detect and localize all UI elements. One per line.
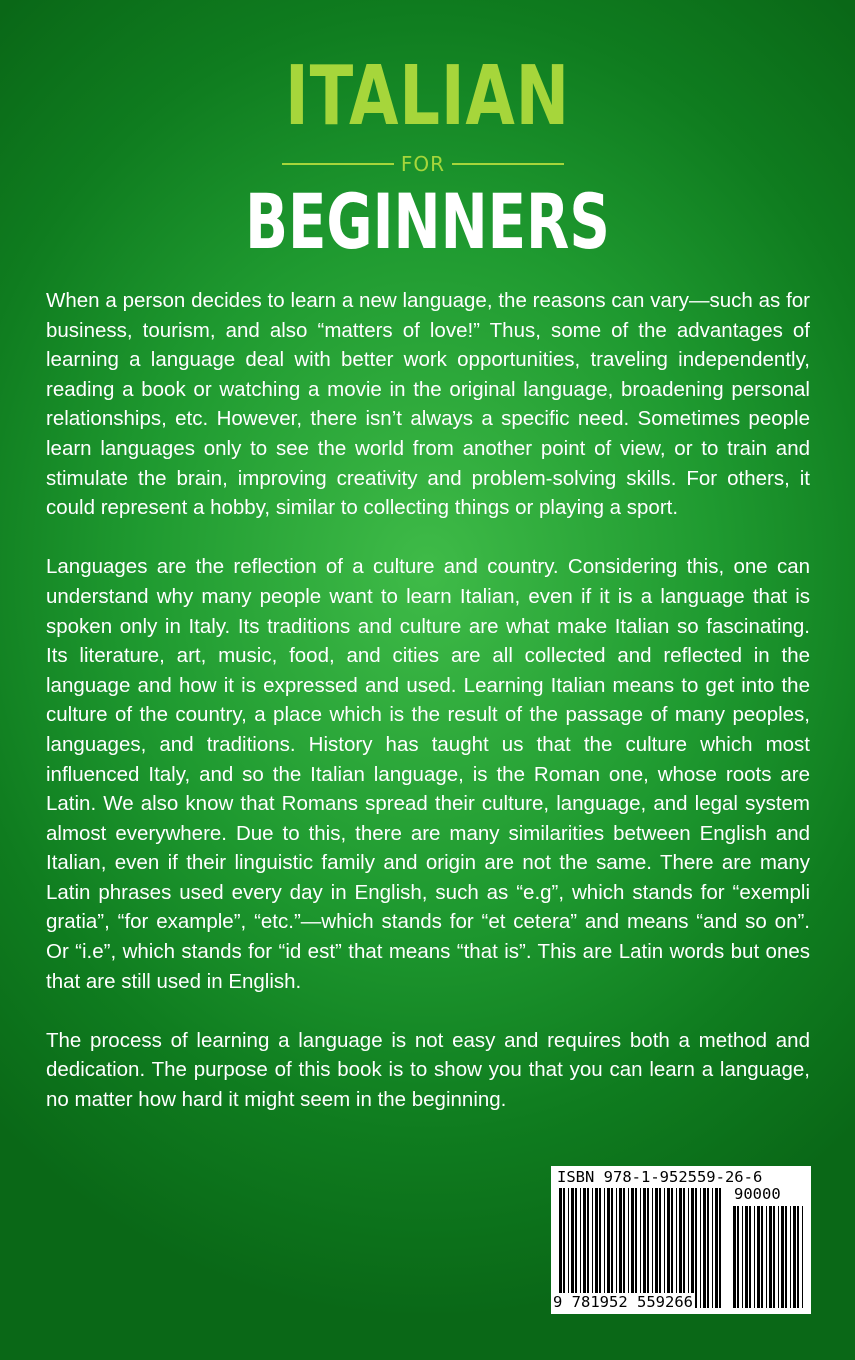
barcode-bar [742, 1206, 743, 1308]
barcode-bar [769, 1206, 772, 1308]
barcode-bar [619, 1188, 622, 1308]
barcode-bar [778, 1206, 779, 1308]
barcode-bar [671, 1188, 673, 1308]
barcode-bar [631, 1188, 634, 1308]
barcode-bar [604, 1188, 605, 1308]
barcode-bar [587, 1188, 589, 1308]
barcode-bar [635, 1188, 637, 1308]
barcode-bar [745, 1206, 748, 1308]
barcode-bar [580, 1188, 581, 1308]
barcode-bar [623, 1188, 625, 1308]
barcode-bar [563, 1188, 565, 1308]
barcode-bar [643, 1188, 646, 1308]
isbn-label: ISBN 978-1-952559-26-6 [557, 1168, 763, 1186]
barcode-bar [667, 1188, 670, 1308]
barcode-bar [700, 1188, 701, 1308]
title-italian: ITALIAN [284, 49, 570, 144]
title-for-right-rule [452, 163, 564, 165]
barcode-bar [757, 1206, 760, 1308]
barcode-bar [616, 1188, 617, 1308]
barcode-bar [607, 1188, 610, 1308]
barcode-bar [695, 1188, 697, 1308]
barcode-bar [583, 1188, 586, 1308]
ean-digits: 9 781952 559266 [553, 1293, 693, 1311]
barcode-bar [664, 1188, 665, 1308]
barcode-bar [785, 1206, 787, 1308]
barcode-bar [595, 1188, 598, 1308]
barcode-bar [715, 1188, 718, 1308]
barcode-bar [592, 1188, 593, 1308]
barcode-bar [647, 1188, 649, 1308]
barcode-bar [719, 1188, 721, 1308]
barcode-bar [703, 1188, 706, 1308]
barcode-bar [575, 1188, 577, 1308]
barcode-bar [683, 1188, 685, 1308]
barcode-bar [761, 1206, 763, 1308]
barcode-bar [688, 1188, 689, 1308]
barcode-bar [773, 1206, 775, 1308]
barcode-bar [733, 1206, 736, 1308]
barcode-bar [737, 1206, 739, 1308]
barcode-bar [571, 1188, 574, 1308]
isbn-barcode [551, 1166, 811, 1314]
barcode-bar [712, 1188, 713, 1308]
blurb-paragraph-3: The process of learning a language is not easy and requires both a method and dedication. The purpose of this book is to show you that you can learn a language, no matter how hard it might seem in the beginning. [46, 1028, 810, 1112]
barcode-bar [655, 1188, 658, 1308]
barcode-bar [781, 1206, 784, 1308]
barcode-bar [659, 1188, 661, 1308]
barcode-bar [790, 1206, 791, 1308]
back-cover-blurb [46, 286, 810, 1144]
blurb-paragraph-1: When a person decides to learn a new language, the reasons can vary—such as for business, tourism, and also “matters of love!” Thus, some of the advantages of learning a language deal with better work opportunities, traveling independently, reading a book or watching a movie in the original language, broadening personal relationships, etc. However, there isn’t always a specific need. Sometimes people learn languages only to see the world from another point of view, or to train and stimulate the brain, improving creativity and problem-solving skills. For others, it could represent a hobby, similar to collecting things or playing a sport. [46, 289, 810, 520]
barcode-bar [628, 1188, 629, 1308]
barcode-bar [676, 1188, 677, 1308]
barcode-bar [707, 1188, 709, 1308]
barcode-bar [599, 1188, 601, 1308]
title-for-row [282, 152, 564, 176]
barcode-bar [559, 1188, 562, 1308]
barcode-bar [640, 1188, 641, 1308]
isbn-addon-price: 90000 [734, 1185, 781, 1203]
blurb-paragraph-2: Languages are the reflection of a culture and country. Considering this, one can understand why many people want to learn Italian, even if it is a language that is spoken only in Italy. Its traditions and culture are what make Italian so fascinating. Its literature, art, music, food, and cities are all collected and reflected in the language and how it is expressed and used. Learning Italian means to get into the culture of the country, a place which is the result of the passage of many peoples, languages, and traditions. History has taught us that the culture which most influenced Italy, and so the Italian language, is the Roman one, whose roots are Latin. We also know that Romans spread their culture, language, and legal system almost everywhere. Due to this, there are many similarities between English and Italian, even if their linguistic family and origin are not the same. There are many Latin phrases used every day in English, such as “e.g”, which stands for “exempli gratia”, “for example”, “etc.”—which stands for “et cetera” and means “and so on”. Or “i.e”, which stands for “id est” that means “that is”. This are Latin words but ones that are still used in English. [46, 555, 810, 993]
title-for: FOR [400, 152, 446, 176]
barcode-bar [793, 1206, 796, 1308]
barcode-bar [754, 1206, 755, 1308]
barcode-bar [797, 1206, 799, 1308]
barcode-bar [691, 1188, 694, 1308]
barcode-bar [611, 1188, 613, 1308]
barcode-bar [749, 1206, 751, 1308]
barcode-bar [568, 1188, 569, 1308]
barcode-bar [679, 1188, 682, 1308]
barcode-bar [802, 1206, 803, 1308]
title-beginners: BEGINNERS [245, 177, 610, 266]
barcode-bar [766, 1206, 767, 1308]
barcode-bar [652, 1188, 653, 1308]
